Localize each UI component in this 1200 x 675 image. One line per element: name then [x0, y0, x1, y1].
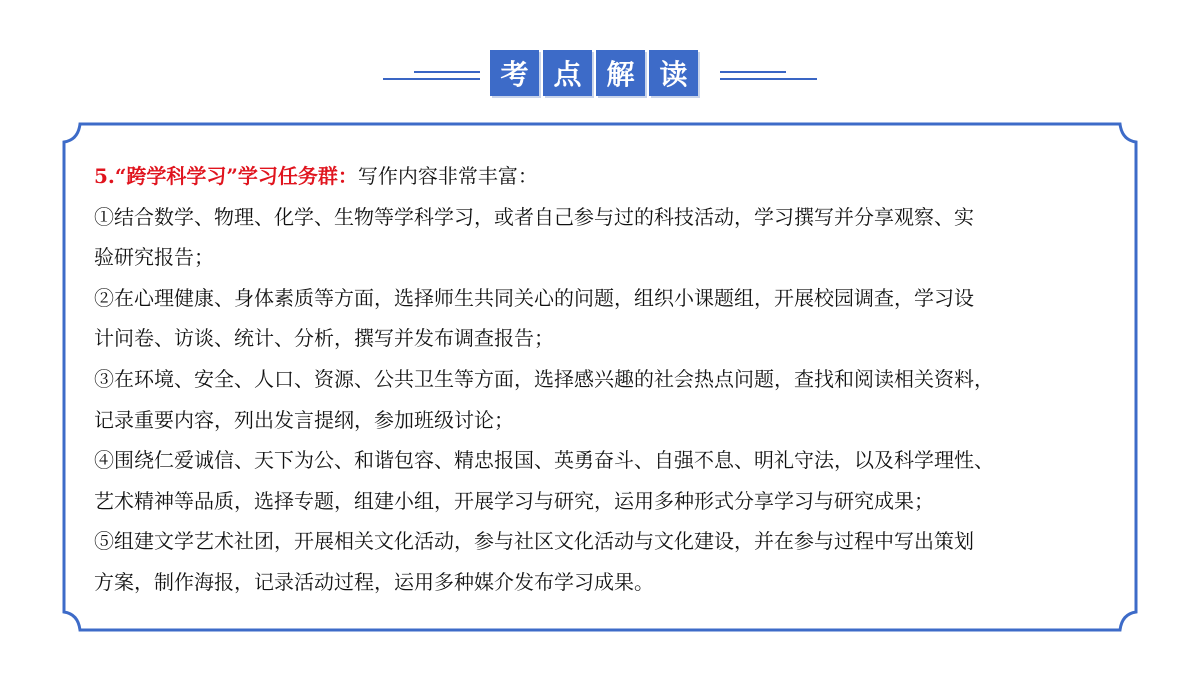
title-decor-line-right	[720, 78, 817, 80]
content-body	[94, 156, 1094, 603]
content-line-6: 记录重要内容，列出发言提纲，参加班级讨论；	[94, 407, 514, 432]
title-decor-line-right-short	[720, 71, 786, 73]
title-char-3: 解	[596, 50, 645, 96]
title-boxes	[490, 50, 698, 96]
section-heading-rest: 写作内容非常丰富：	[357, 164, 538, 188]
title-decor-line-left-short	[414, 71, 480, 73]
content-line-7: ④围绕仁爱诚信、天下为公、和谐包容、精忠报国、英勇奋斗、自强不息、明礼守法，以及科学理性、	[94, 448, 994, 473]
section-heading: 5.“跨学科学习”学习任务群：	[94, 164, 358, 188]
content-line-3: ②在心理健康、身体素质等方面，选择师生共同关心的问题，组织小课题组，开展校园调查，学习设	[94, 285, 974, 310]
content-line-1: ①结合数学、物理、化学、生物等学科学习，或者自己参与过的科技活动，学习撰写并分享观察、实	[94, 204, 974, 229]
content-line-5: ③在环境、安全、人口、资源、公共卫生等方面，选择感兴趣的社会热点问题，查找和阅读相关资料，	[94, 366, 994, 391]
title-banner	[0, 50, 1200, 102]
content-line-8: 艺术精神等品质，选择专题，组建小组，开展学习与研究，运用多种形式分享学习与研究成果；	[94, 488, 934, 513]
content-line-9: ⑤组建文学艺术社团，开展相关文化活动，参与社区文化活动与文化建设，并在参与过程中写出策划	[94, 529, 974, 554]
content-line-10: 方案，制作海报，记录活动过程，运用多种媒介发布学习成果。	[94, 569, 654, 594]
title-decor-line-left	[383, 78, 480, 80]
content-line-4: 计问卷、访谈、统计、分析，撰写并发布调查报告；	[94, 326, 554, 351]
title-char-1: 考	[490, 50, 539, 96]
content-line-2: 验研究报告；	[94, 245, 214, 270]
title-char-2: 点	[543, 50, 592, 96]
content-heading-line	[94, 156, 1094, 197]
title-char-4: 读	[649, 50, 698, 96]
